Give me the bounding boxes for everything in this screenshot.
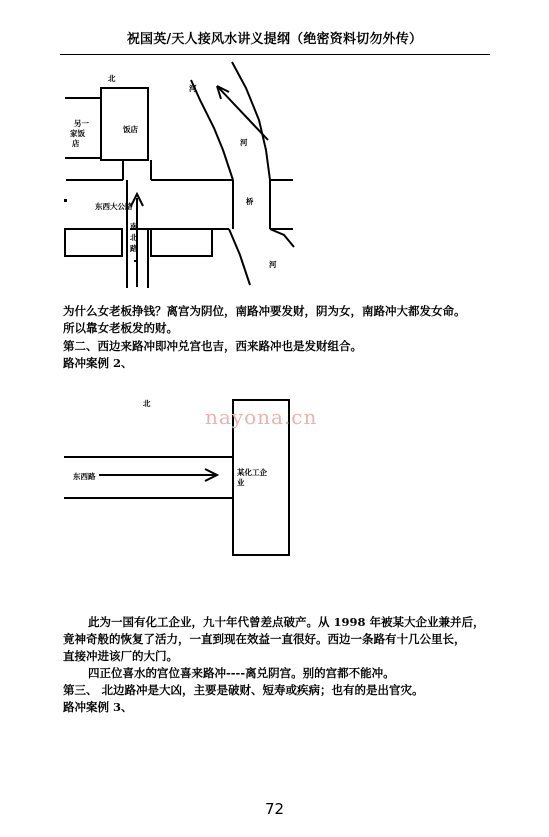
text-line-3: 第二、西边来路冲即冲兑宫也吉，西来路冲也是发财组合。 [63, 339, 362, 353]
bridge-label: 桥 [246, 197, 254, 206]
text-line-9: 第三、 北边路冲是大凶，主要是破财、短寿或疾病；也有的是出官灾。 [63, 683, 424, 697]
other-restaurant-label-1: 另一 [74, 119, 89, 128]
other-restaurant-label-2: 家饭 [70, 129, 85, 138]
company-label-2: 业 [237, 478, 245, 487]
page-number: 72 [264, 800, 285, 818]
company-label-1: 某化工企 [237, 468, 267, 477]
text-line-4: 路冲案例 2、 [63, 356, 133, 370]
other-restaurant-label-3: 店 [72, 139, 80, 148]
north-label-2: 北 [143, 399, 151, 408]
north-label: 北 [108, 74, 116, 83]
river-label-mid: 河 [240, 138, 248, 147]
text-line-5: 此为一国有化工企业，九十年代曾差点破产。从 1998 年被某大企业兼并后， [88, 615, 485, 629]
ns-road-label-2: 北 [130, 233, 138, 242]
ns-road-label-1: 南 [130, 222, 138, 231]
road2-label: 东西路 [73, 472, 96, 481]
restaurant-label: 饭店 [123, 125, 138, 134]
east-west-road-label: 东西大公路 [95, 202, 133, 211]
river-label-top: 河 [189, 84, 197, 93]
text-line-1: 为什么女老板挣钱？离宫为阴位，南路冲要发财，阴为女，南路冲大都发女命。 [63, 304, 466, 318]
text-line-6: 竟神奇般的恢复了活力，一直到现在效益一直很好。西边一条路有十几公里长， [63, 632, 466, 646]
text-line-7: 直接冲进该厂的大门。 [63, 649, 178, 663]
text-line-2: 所以靠女老板发的财。 [63, 321, 178, 335]
river-label-bottom: 河 [269, 260, 277, 269]
text-line-8: 四正位喜水的宫位喜来路冲----离兑阴宫。别的宫都不能冲。 [88, 666, 395, 680]
watermark: nayona.cn [205, 405, 318, 429]
page-header: 祝国英/天人接风水讲义提纲（绝密资料切勿外传） [126, 32, 423, 47]
text-line-10: 路冲案例 3、 [63, 700, 133, 714]
ns-road-label-3: 路 [130, 244, 138, 253]
